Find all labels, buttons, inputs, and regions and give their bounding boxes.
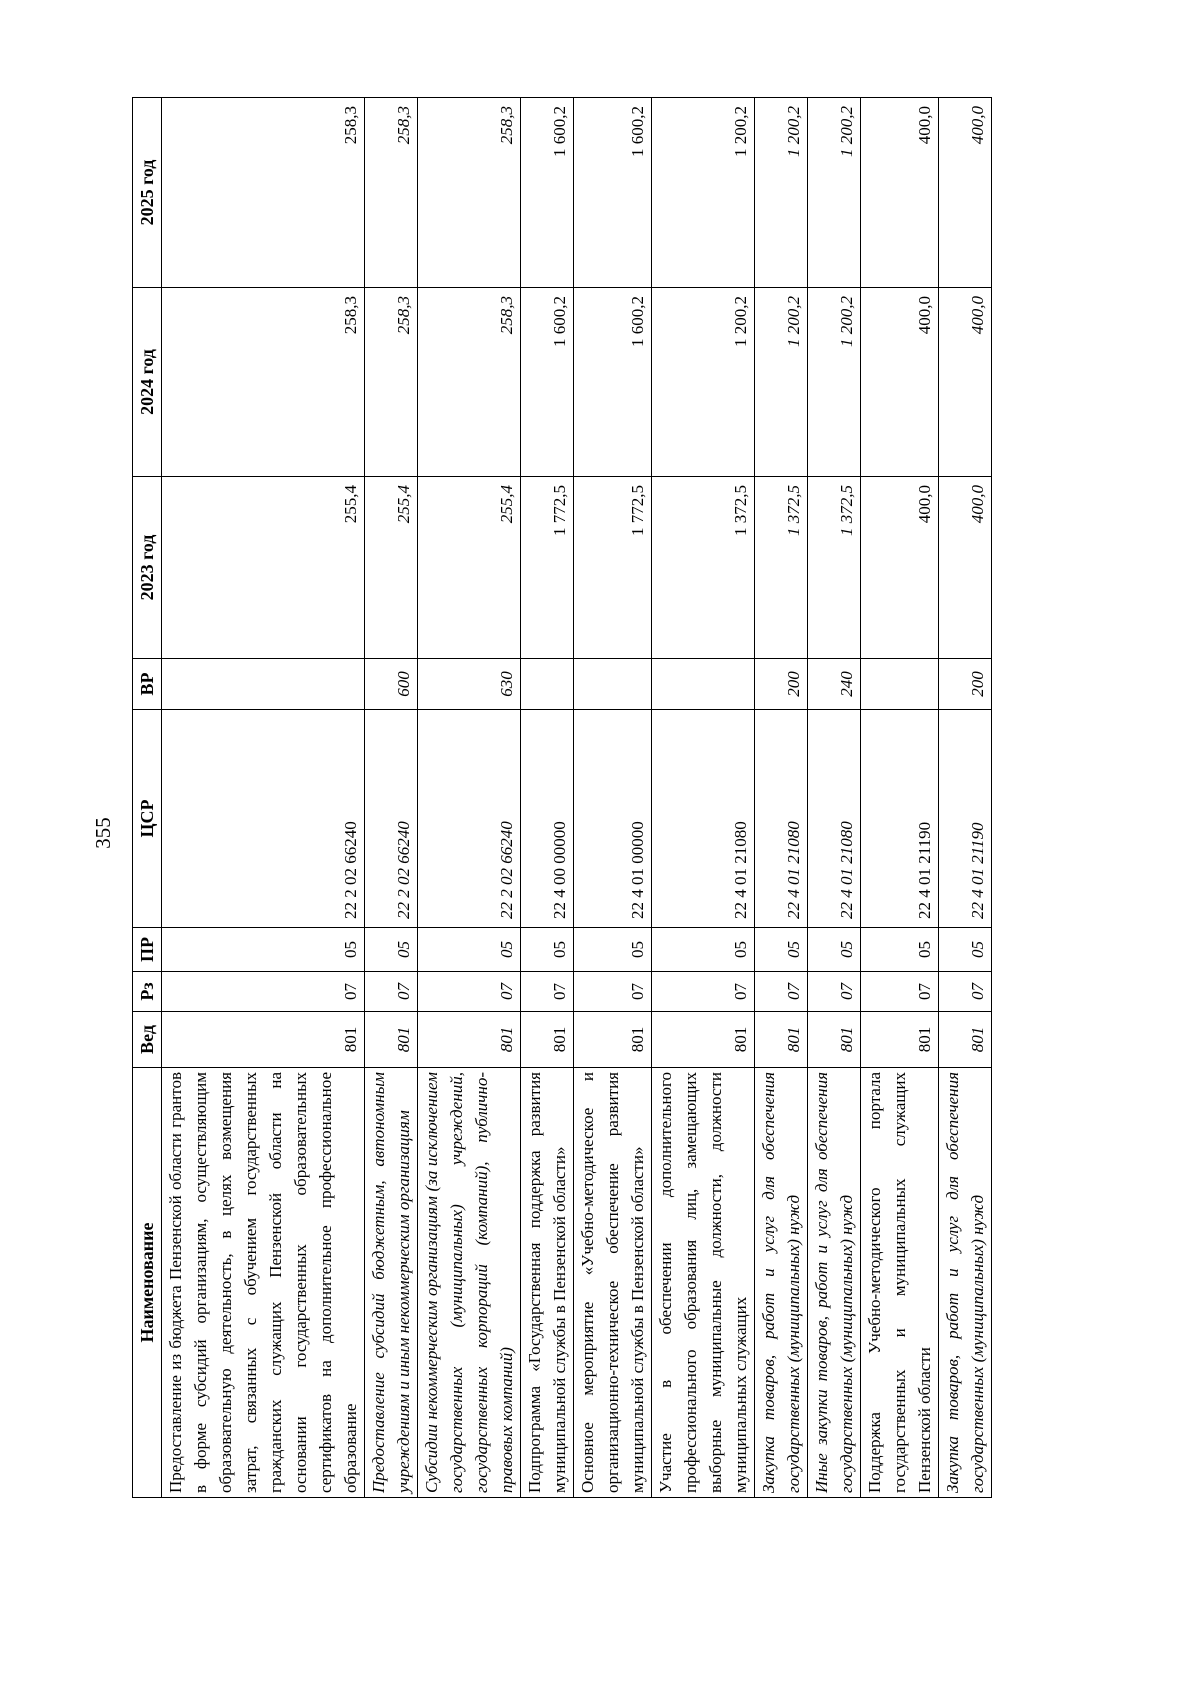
table-cell-vr (861, 659, 939, 710)
table-cell-2023: 1 772,5 (521, 477, 574, 659)
table-cell-ved: 801 (755, 1012, 808, 1068)
table-cell-2023: 255,4 (418, 477, 521, 659)
table-cell-2023: 1 372,5 (755, 477, 808, 659)
table-cell-csr: 22 2 02 66240 (418, 710, 521, 928)
col-header-rz: Рз (133, 972, 162, 1012)
table-cell-2023: 1 372,5 (652, 477, 755, 659)
table-cell-rz: 07 (939, 972, 992, 1012)
table-cell-2024: 258,3 (418, 288, 521, 477)
table-cell-ved: 801 (162, 1012, 365, 1068)
table-cell-ved: 801 (521, 1012, 574, 1068)
table-cell-csr: 22 4 01 21080 (808, 710, 861, 928)
table-cell-ved: 801 (861, 1012, 939, 1068)
col-header-vr: ВР (133, 659, 162, 710)
table-cell-rz: 07 (861, 972, 939, 1012)
table-cell-vr: 630 (418, 659, 521, 710)
table-row (808, 98, 861, 1498)
table-row (861, 98, 939, 1498)
table-row (521, 98, 574, 1498)
table-cell-pr: 05 (808, 928, 861, 972)
table-cell-2024: 400,0 (939, 288, 992, 477)
table-cell-rz: 07 (755, 972, 808, 1012)
table-cell-csr: 22 4 01 21190 (861, 710, 939, 928)
table-cell-2025: 258,3 (365, 98, 418, 288)
table-row (365, 98, 418, 1498)
table-cell-pr: 05 (939, 928, 992, 972)
table-cell-name: Субсидии некоммерческим организациям (за исключением государственных (муниципальных) учреждений, государственных корпораций (компаний), публично-правовых компаний) (418, 1068, 521, 1498)
table-cell-rz: 07 (418, 972, 521, 1012)
table-cell-2025: 1 200,2 (755, 98, 808, 288)
table-cell-2023: 255,4 (365, 477, 418, 659)
table-cell-name: Закупка товаров, работ и услуг для обеспечения государственных (муниципальных) нужд (755, 1068, 808, 1498)
table-cell-2025: 1 200,2 (808, 98, 861, 288)
table-cell-2023: 1 372,5 (808, 477, 861, 659)
table-cell-vr (162, 659, 365, 710)
table-cell-2024: 258,3 (365, 288, 418, 477)
table-row (418, 98, 521, 1498)
table-cell-2025: 1 200,2 (652, 98, 755, 288)
budget-table (132, 97, 992, 1498)
table-cell-csr: 22 4 00 00000 (521, 710, 574, 928)
table-cell-rz: 07 (808, 972, 861, 1012)
table-cell-ved: 801 (808, 1012, 861, 1068)
table-cell-ved: 801 (418, 1012, 521, 1068)
table-cell-csr: 22 4 01 00000 (574, 710, 652, 928)
table-cell-pr: 05 (365, 928, 418, 972)
table-cell-rz: 07 (365, 972, 418, 1012)
table-cell-rz: 07 (162, 972, 365, 1012)
table-cell-2023: 255,4 (162, 477, 365, 659)
table-row (939, 98, 992, 1498)
table-cell-name: Закупка товаров, работ и услуг для обеспечения государственных (муниципальных) нужд (939, 1068, 992, 1498)
table-cell-pr: 05 (574, 928, 652, 972)
table-row (755, 98, 808, 1498)
col-header-name: Наименование (133, 1068, 162, 1498)
table-cell-2025: 400,0 (939, 98, 992, 288)
table-cell-vr: 600 (365, 659, 418, 710)
page-number: 355 (91, 817, 115, 849)
table-cell-2025: 258,3 (162, 98, 365, 288)
table-cell-2024: 1 200,2 (808, 288, 861, 477)
table-cell-2025: 1 600,2 (574, 98, 652, 288)
rotated-table-container (132, 98, 1078, 1498)
col-header-2023: 2023 год (133, 477, 162, 659)
col-header-pr: ПР (133, 928, 162, 972)
table-header-row (133, 98, 162, 1498)
table-cell-name: Участие в обеспечении дополнительного профессионального образования лиц, замещающих выборные муниципальные должности, должности муниципальных служащих (652, 1068, 755, 1498)
table-cell-vr (574, 659, 652, 710)
table-cell-rz: 07 (574, 972, 652, 1012)
table-row (652, 98, 755, 1498)
table-cell-vr (652, 659, 755, 710)
table-cell-2025: 258,3 (418, 98, 521, 288)
table-cell-name: Подпрограмма «Государственная поддержка развития муниципальной службы в Пензенской области» (521, 1068, 574, 1498)
table-cell-pr: 05 (418, 928, 521, 972)
table-cell-2023: 1 772,5 (574, 477, 652, 659)
table-cell-vr: 200 (755, 659, 808, 710)
table-cell-pr: 05 (162, 928, 365, 972)
table-cell-csr: 22 4 01 21080 (755, 710, 808, 928)
table-cell-2024: 1 200,2 (755, 288, 808, 477)
table-row (574, 98, 652, 1498)
table-cell-2023: 400,0 (861, 477, 939, 659)
table-cell-pr: 05 (861, 928, 939, 972)
table-cell-ved: 801 (652, 1012, 755, 1068)
table-cell-csr: 22 2 02 66240 (162, 710, 365, 928)
table-cell-2024: 1 600,2 (574, 288, 652, 477)
table-cell-ved: 801 (574, 1012, 652, 1068)
table-cell-name: Предоставление из бюджета Пензенской области грантов в форме субсидий организациям, осуществляющим образовательную деятельность, в целях возмещения затрат, связанных с обучением государственных гражданских служащих Пензенской области на основании государственных образовательных сертификатов на дополнительное профессиональное образование (162, 1068, 365, 1498)
col-header-2025: 2025 год (133, 98, 162, 288)
table-cell-name: Иные закупки товаров, работ и услуг для обеспечения государственных (муниципальных) нужд (808, 1068, 861, 1498)
table-cell-2025: 400,0 (861, 98, 939, 288)
col-header-2024: 2024 год (133, 288, 162, 477)
table-cell-ved: 801 (939, 1012, 992, 1068)
table-cell-pr: 05 (521, 928, 574, 972)
table-cell-csr: 22 4 01 21080 (652, 710, 755, 928)
table-cell-vr: 240 (808, 659, 861, 710)
table-cell-2024: 1 200,2 (652, 288, 755, 477)
table-cell-name: Основное мероприятие «Учебно-методическое и организационно-техническое обеспечение развития муниципальной службы в Пензенской области» (574, 1068, 652, 1498)
table-cell-csr: 22 2 02 66240 (365, 710, 418, 928)
table-cell-vr: 200 (939, 659, 992, 710)
table-cell-ved: 801 (365, 1012, 418, 1068)
table-cell-rz: 07 (652, 972, 755, 1012)
col-header-ved: Вед (133, 1012, 162, 1068)
table-cell-csr: 22 4 01 21190 (939, 710, 992, 928)
table-cell-rz: 07 (521, 972, 574, 1012)
table-cell-name: Предоставление субсидий бюджетным, автономным учреждениям и иным некоммерческим организациям (365, 1068, 418, 1498)
col-header-csr: ЦСР (133, 710, 162, 928)
table-cell-2024: 258,3 (162, 288, 365, 477)
table-cell-pr: 05 (755, 928, 808, 972)
table-row (162, 98, 365, 1498)
table-cell-2024: 400,0 (861, 288, 939, 477)
table-cell-vr (521, 659, 574, 710)
table-cell-2023: 400,0 (939, 477, 992, 659)
table-cell-2025: 1 600,2 (521, 98, 574, 288)
table-cell-2024: 1 600,2 (521, 288, 574, 477)
table-body (162, 98, 992, 1498)
table-cell-name: Поддержка Учебно-методического портала государственных и муниципальных служащих Пензенской области (861, 1068, 939, 1498)
table-cell-pr: 05 (652, 928, 755, 972)
